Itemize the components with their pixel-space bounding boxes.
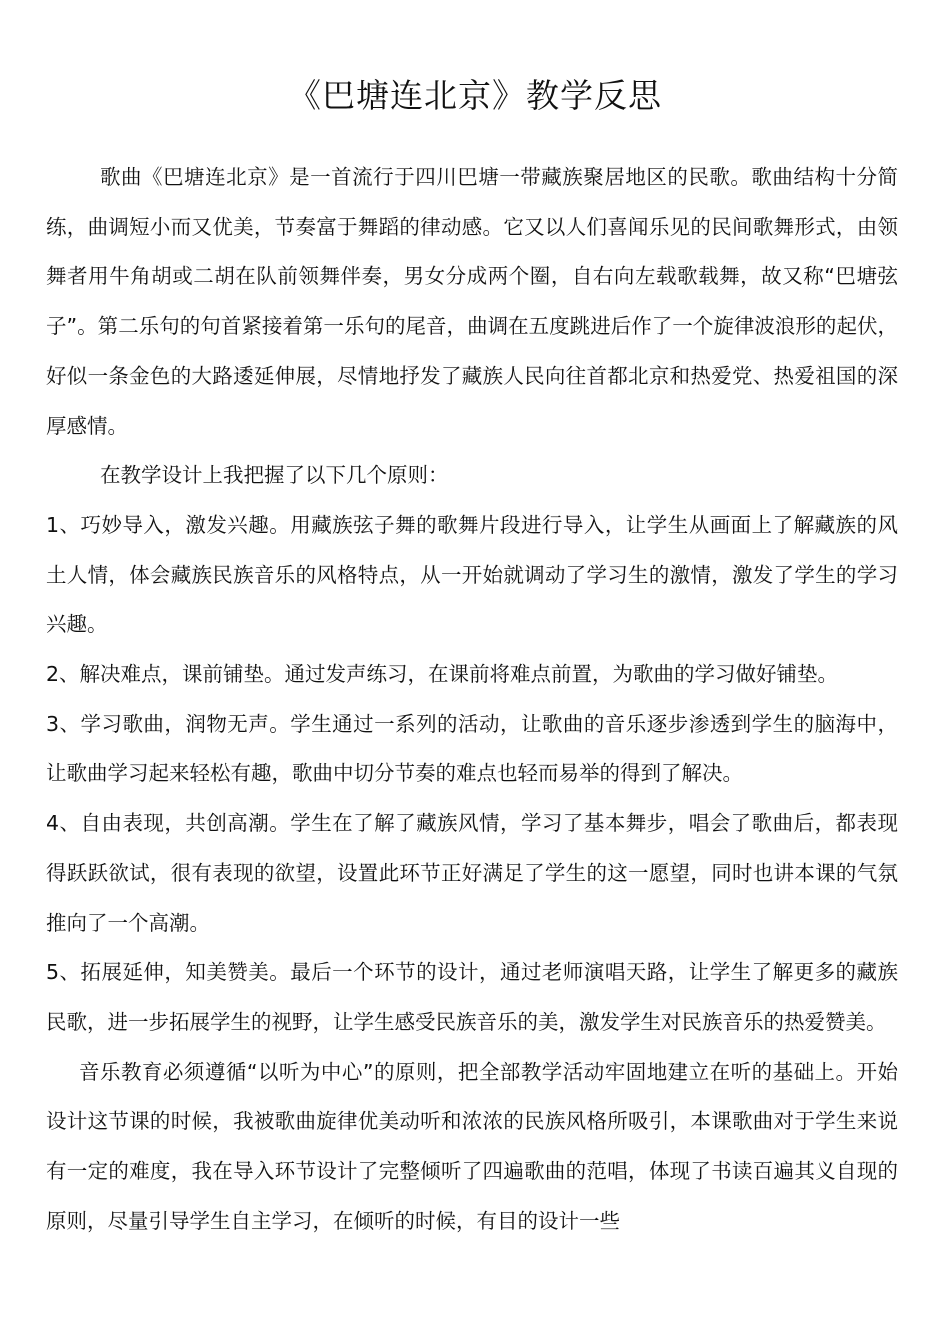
document-body <box>46 153 898 1246</box>
document-title: 《巴塘连北京》教学反思 <box>288 76 662 115</box>
paragraph-listening: 音乐教育必须遵循“以听为中心”的原则，把全部教学活动牢固地建立在听的基础上。开始设计这节课的时候，我被歌曲旋律优美动听和浓浓的民族风格所吸引，本课歌曲对于学生来说有一定的难度，我在导入环节设计了完整倾听了四遍歌曲的范唱，体现了书读百遍其义自现的原则，尽量引导学生自主学习，在倾听的时候，有目的设计一些 <box>46 1059 898 1233</box>
paragraph-principle-4: 4、自由表现，共创高潮。学生在了解了藏族风情，学习了基本舞步，唱会了歌曲后，都表现得跃跃欲试，很有表现的欲望，设置此环节正好满足了学生的这一愿望，同时也讲本课的气氛推向了一个高潮。 <box>46 811 898 935</box>
paragraph-intro: 歌曲《巴塘连北京》是一首流行于四川巴塘一带藏族聚居地区的民歌。歌曲结构十分简练，曲调短小而又优美，节奏富于舞蹈的律动感。它又以人们喜闻乐见的民间歌舞形式，由领舞者用牛角胡或二胡在队前领舞伴奏，男女分成两个圈，自右向左载歌载舞，故又称“巴塘弦子”。第二乐句的句首紧接着第一乐句的尾音，曲调在五度跳进后作了一个旋律波浪形的起伏，好似一条金色的大路逶延伸展，尽情地抒发了藏族人民向往首都北京和热爱党、热爱祖国的深厚感情。 <box>46 165 898 438</box>
paragraph-principle-5: 5、拓展延伸，知美赞美。最后一个环节的设计，通过老师演唱天路，让学生了解更多的藏族民歌，进一步拓展学生的视野，让学生感受民族音乐的美，激发学生对民族音乐的热爱赞美。 <box>46 960 898 1034</box>
paragraph-principle-1: 1、巧妙导入，激发兴趣。用藏族弦子舞的歌舞片段进行导入，让学生从画面上了解藏族的风土人情，体会藏族民族音乐的风格特点，从一开始就调动了学习生的激情，激发了学生的学习兴趣。 <box>46 512 898 637</box>
paragraph-principles-heading: 在教学设计上我把握了以下几个原则： <box>100 463 449 488</box>
paragraph-principle-2: 2、解决难点，课前铺垫。通过发声练习，在课前将难点前置，为歌曲的学习做好铺垫。 <box>46 662 839 687</box>
paragraph-principle-3: 3、学习歌曲，润物无声。学生通过一系列的活动，让歌曲的音乐逐步渗透到学生的脑海中，让歌曲学习起来轻松有趣，歌曲中切分节奏的难点也轻而易举的得到了解决。 <box>46 711 898 786</box>
